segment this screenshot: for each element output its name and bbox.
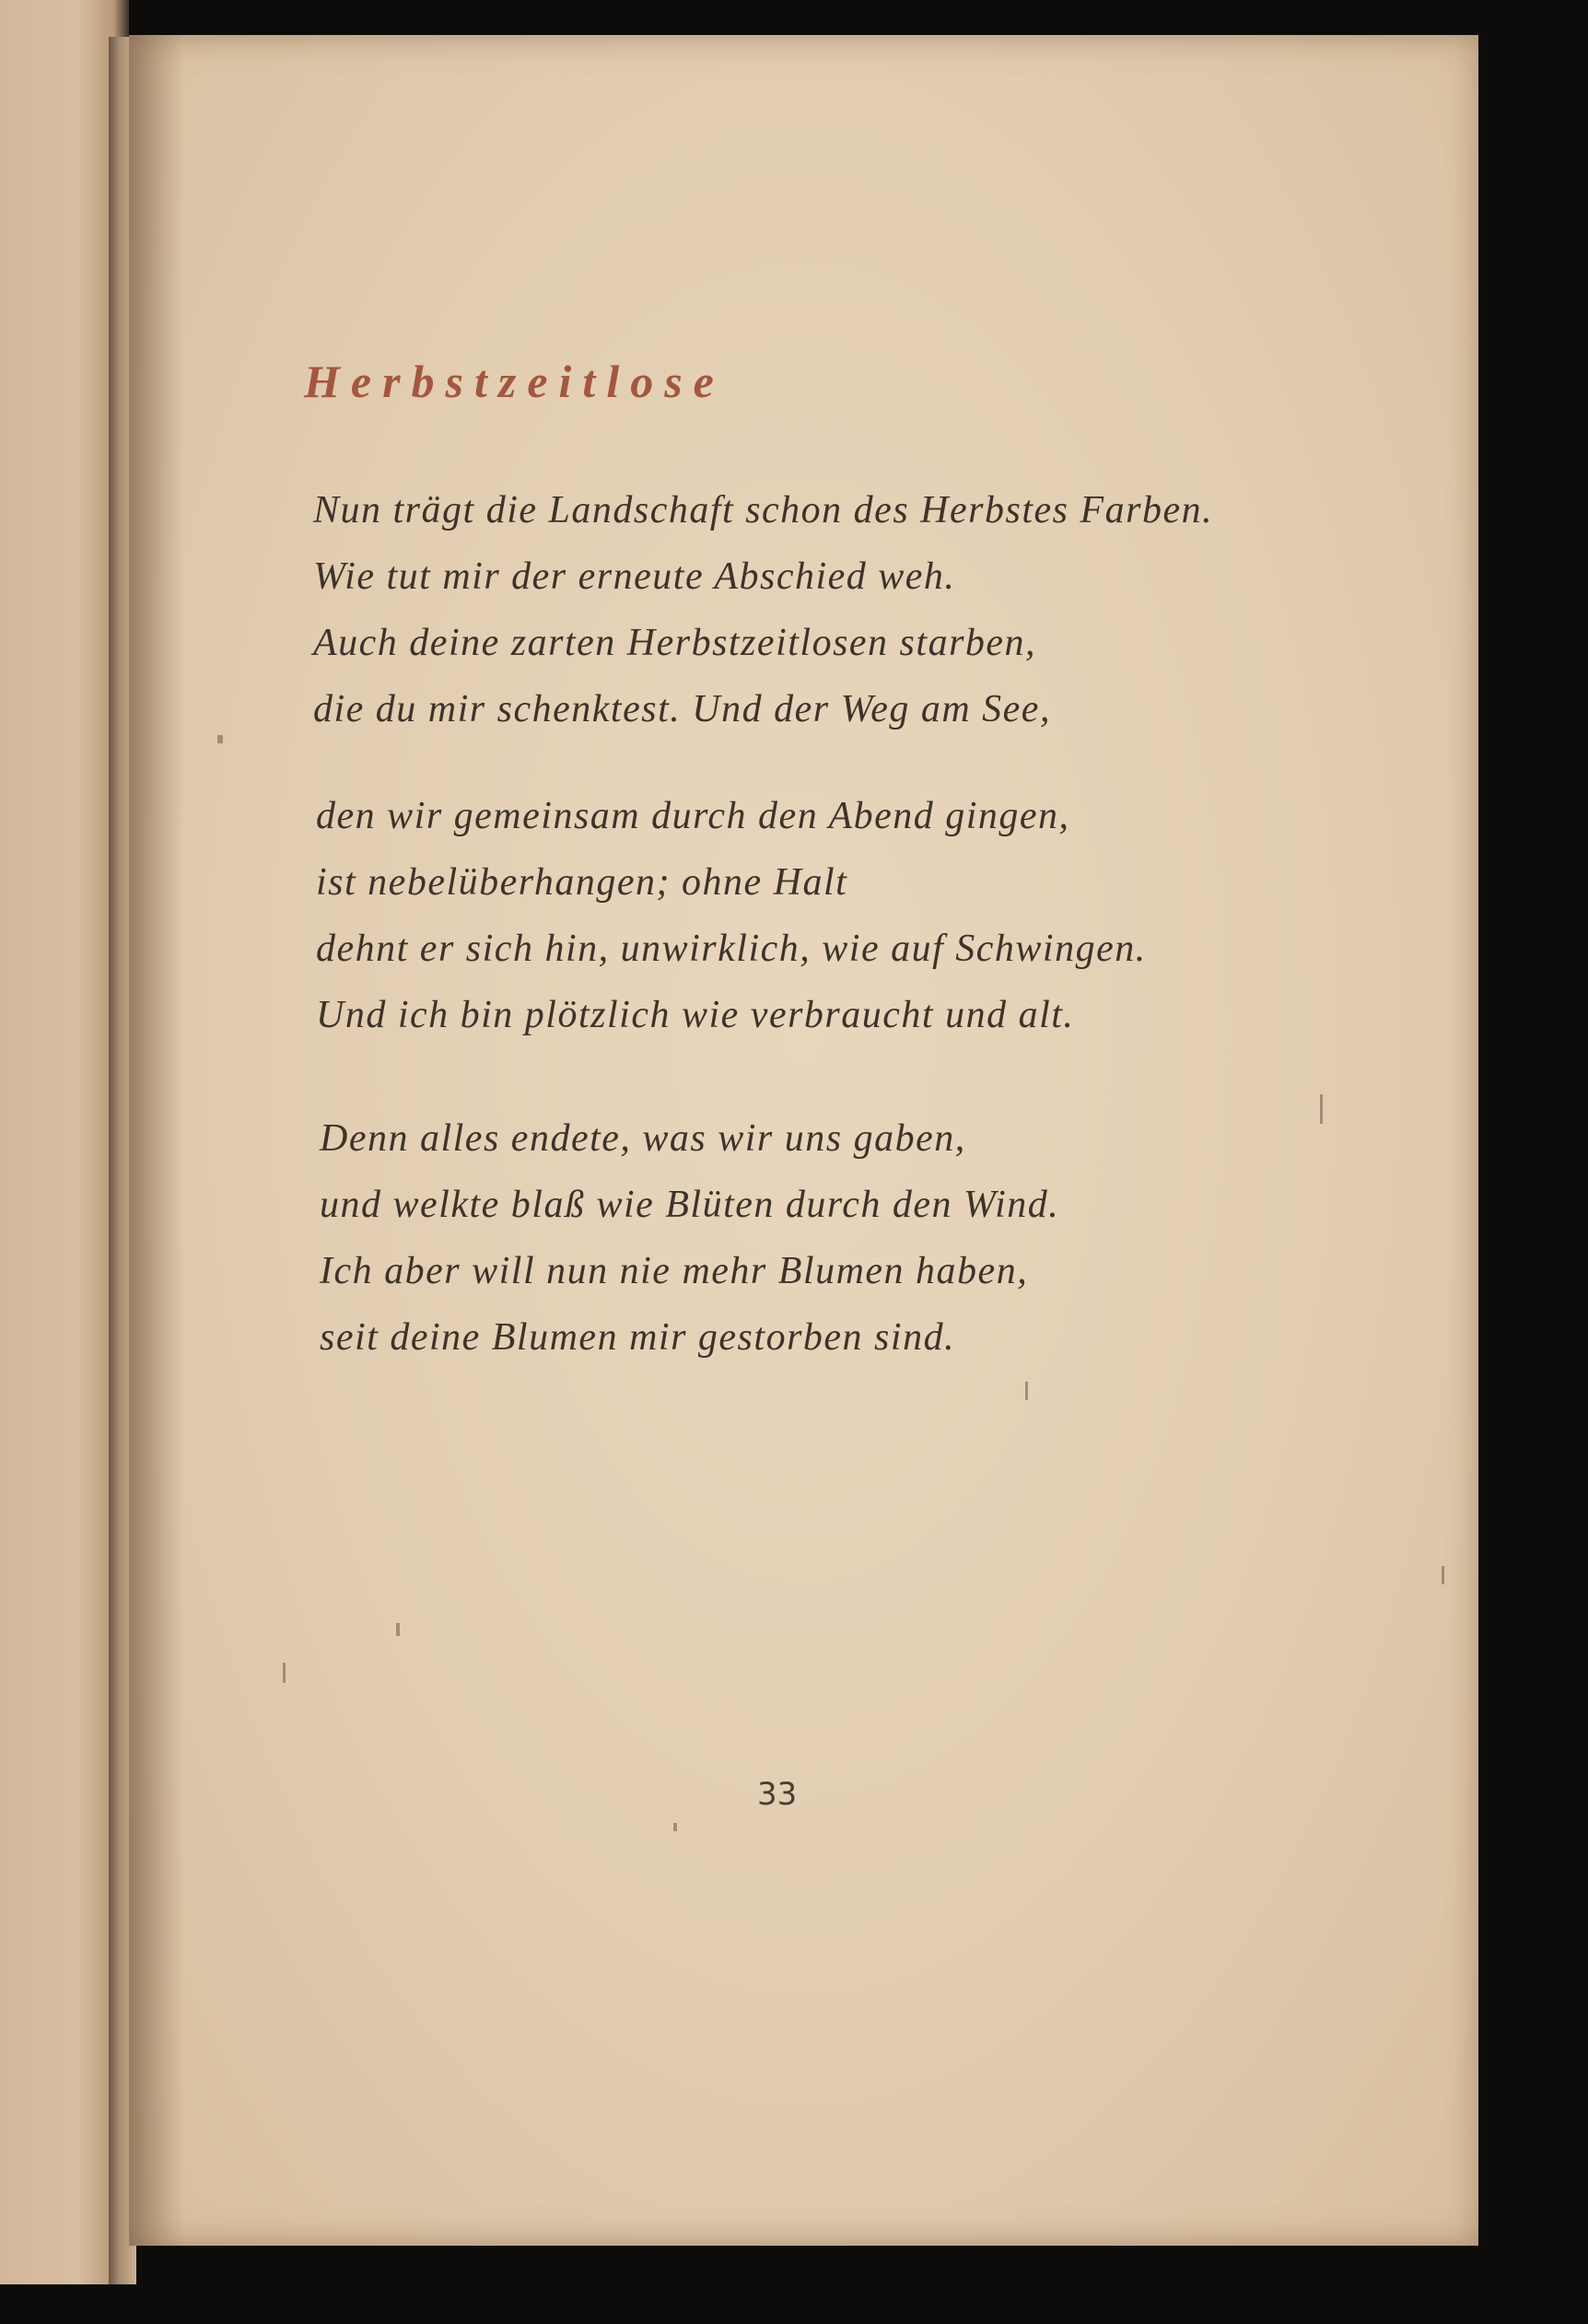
paper-speck [1442,1566,1444,1584]
poem-line: Nun trägt die Landschaft schon des Herbstes Farben. [313,489,1214,531]
stanza-2 [316,783,1147,1048]
poem-line: den wir gemeinsam durch den Abend gingen, [316,795,1070,837]
gutter-shadow [129,35,184,2246]
stanza-3 [320,1105,1059,1371]
page-number: 33 [757,1776,798,1813]
paper-speck [283,1663,286,1683]
paper-speck [217,735,223,743]
paper-speck [396,1623,400,1636]
poem-line: die du mir schenktest. Und der Weg am See, [313,688,1051,730]
poem-line: Und ich bin plötzlich wie verbraucht und alt. [316,994,1075,1036]
paper-speck [1025,1382,1028,1400]
stanza-1 [313,477,1213,742]
paper-speck [673,1823,677,1831]
poem-line: ist nebelüberhangen; ohne Halt [316,861,848,904]
poem-line: Ich aber will nun nie mehr Blumen haben, [320,1250,1029,1292]
poem-line: seit deine Blumen mir gestorben sind. [320,1316,956,1359]
poem-line: Denn alles endete, was wir uns gaben, [320,1117,966,1160]
poem-line: dehnt er sich hin, unwirklich, wie auf Schwingen. [316,928,1147,970]
poem-title: Herbstzeitlose [304,356,725,407]
poem-line: und welkte blaß wie Blüten durch den Wind. [320,1184,1060,1226]
poem-line: Wie tut mir der erneute Abschied weh. [313,555,956,598]
poem-line: Auch deine zarten Herbstzeitlosen starben, [313,622,1037,664]
paper-speck [1320,1094,1323,1124]
